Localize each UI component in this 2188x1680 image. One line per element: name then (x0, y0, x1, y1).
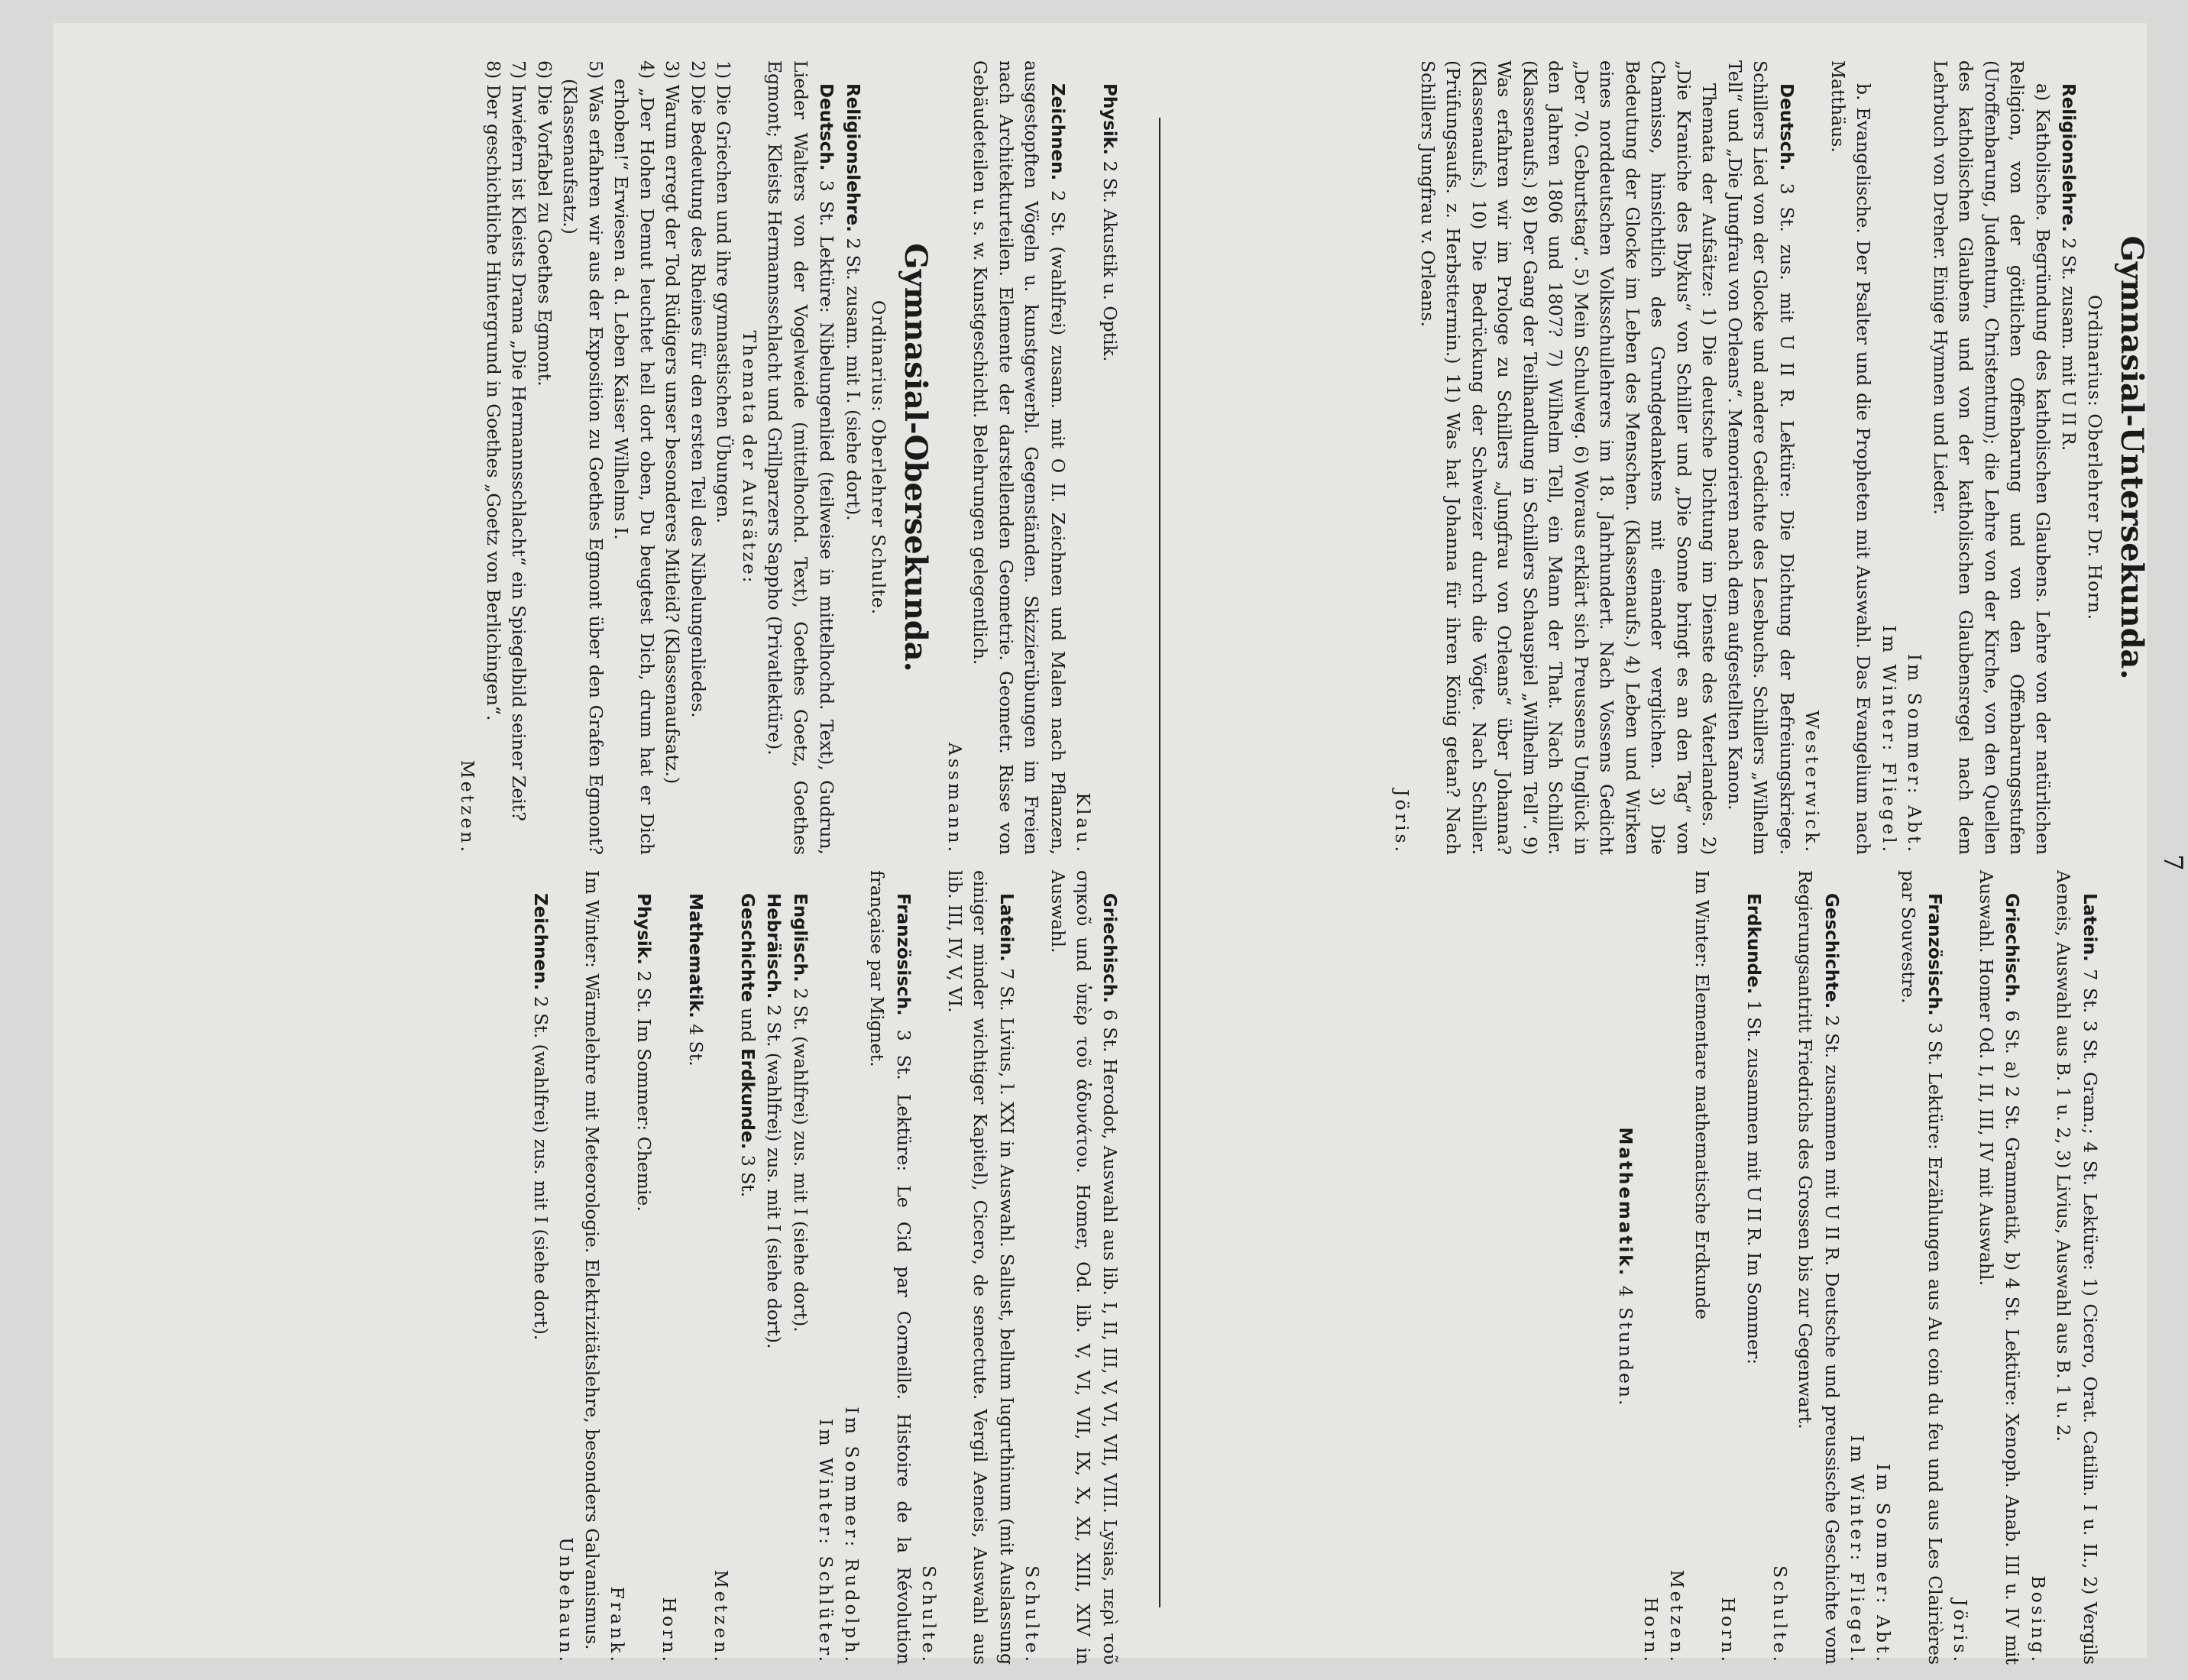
geschichte-subject: Geschichte (737, 893, 757, 1002)
erdkunde-subject: Erdkunde. (737, 1047, 757, 1150)
themata-title: Themata der Aufsätze: (739, 330, 760, 585)
obersekunda-franzoesisch (864, 870, 916, 1665)
geschichte-subject: Geschichte. (1821, 893, 1841, 1009)
erdkunde-subject: Erdkunde. (1743, 893, 1764, 995)
obersekunda-physik (630, 870, 657, 1665)
geschichte-text: 3 St. (737, 1154, 759, 1198)
erdkunde-signature-2: Horn. (1640, 1597, 1662, 1665)
section-divider (1159, 118, 1160, 1607)
kath-winter: Im Winter: Fliegel. (1879, 625, 1900, 855)
obersekunda-geschichte (734, 870, 761, 1665)
griechisch-signature: Jöris. (1950, 1599, 1972, 1665)
franz-winter: Im Winter: Fliegel. (1847, 1435, 1869, 1665)
themata-item: 7) Inwiefern ist Kleists Drama „Die Hermannsschlacht“ ein Spiegelbild seiner Zeit? (508, 60, 530, 821)
religion-text: 2 St. zusam. mit U II R. (2058, 238, 2080, 452)
zeichnen-subject: Zeichnen. (530, 893, 550, 991)
griechisch-signature: Schulte. (1021, 1565, 1044, 1665)
erdkunde-text: 1 St. zusammen mit U II R. Im Sommer: (1743, 999, 1766, 1364)
griechisch-subject: Griechisch. (1099, 893, 1119, 1004)
untersekunda-erdkunde (1740, 870, 1767, 1665)
untersekunda-evangelische: b. Evangelische. Der Psalter und die Propheten mit Auswahl. Das Evangelium nach Matthäus. (1827, 60, 1875, 855)
geschichte-signature: Metzen. (710, 1569, 733, 1665)
themata-item: 8) Der geschichtliche Hintergrund in Goethes „Goetz von Berlichingen“. (483, 60, 504, 721)
franz-sommer: Im Sommer: Rudolph. (841, 1406, 863, 1665)
mathematik-subject: Mathematik. (1615, 1127, 1635, 1278)
untersekunda-mathematik (1612, 870, 1639, 1665)
religion-subject: Religionslehre. (843, 83, 863, 232)
deutsch-text: 3 St. zus. mit U II R. Lektüre: Die Dichtung der Befreiungskriege. Schillers Lied von der Glocke und andere Gedichte des Lesebuchs. Schillers „Wilhelm Tell“ und „Die Jungfrau von Orleans“. Memorieren nach dem aufgestellten Kanon. (1724, 60, 1798, 855)
deutsch-subject: Deutsch. (1776, 83, 1796, 171)
latein-signature: Schulte. (918, 1565, 940, 1665)
obersekunda-ordinarius: Ordinarius: Oberlehrer Schulte. (868, 299, 890, 616)
obersekunda-zeichnen-top (967, 60, 1070, 855)
franz-winter: Im Winter: Schlüter. (815, 1419, 837, 1665)
mathematik-signature: Horn. (659, 1597, 681, 1665)
obersekunda-section (121, 45, 1122, 1680)
obersekunda-heading: Gymnasial-Obersekunda. (898, 243, 934, 672)
hebraeisch-subject: Hebräisch. (763, 893, 784, 999)
obersekunda-mathematik (682, 870, 709, 1665)
geschichte-text: 2 St. zusammen mit U II R. Deutsche und preussische Geschichte vom Regierungsantritt Friedrichs des Grossen bis zur Gegenwart. (1795, 870, 1843, 1665)
themata-item: 2) Die Bedeutung des Rheines für den ersten Teil des Nibelungenliedes. (688, 60, 709, 718)
untersekunda-section (1195, 45, 2157, 1680)
geschichte-und: und (737, 1008, 759, 1043)
englisch-subject: Englisch. (790, 893, 810, 982)
page-number: 7 (2157, 854, 2188, 871)
untersekunda-griechisch (1973, 870, 2025, 1665)
deutsch-signature: Jöris. (1391, 789, 1413, 855)
untersekunda-heading: Gymnasial-Untersekunda. (2114, 235, 2150, 680)
untersekunda-deutsch (1722, 60, 1800, 855)
hebraeisch-text: 2 St. (wahlfrei) zus. mit I (siehe dort). (763, 1004, 785, 1349)
religion-subject: Religionslehre. (2058, 83, 2079, 232)
physik-text: 2 St. Im Sommer: Chemie. (633, 970, 655, 1212)
griechisch-subject: Griechisch. (2002, 893, 2022, 1004)
geschichte-signature: Schulte. (1769, 1565, 1791, 1665)
evang-signature: Westerwick. (1801, 710, 1824, 855)
mathematik-subject: Mathematik. (685, 893, 705, 1018)
religion-text: 2 St. zusam. mit I. (siehe dort). (843, 238, 864, 521)
untersekunda-franzoesisch (1895, 870, 1947, 1665)
kath-sommer: Im Sommer: Abt. (1904, 653, 1926, 855)
themata-item: 5) Was erfahren wir aus der Exposition zu Goethes Egmont über den Grafen Egmont? (Klassenaufsatz.) (559, 60, 607, 855)
erdkunde-sommer-signature: Horn. (1717, 1597, 1739, 1665)
deutsch-signature: Metzen. (457, 759, 479, 855)
untersekunda-religion (2055, 60, 2082, 855)
griechisch-text: 6 St. Herodot, Auswahl aus lib. I, II, III, V, VI, VII, VIII. Lysias, περὶ τοῦ σηκοῦ und ὑπὲρ τοῦ ἀδυνάτου. Homer, Od. lib. V, VI, VII, IX, X, XI, XIII, XIV in Auswahl. (1047, 870, 1121, 1665)
franzoesisch-text: 3 St. Lektüre: Le Cid par Corneille. Histoire de la Révolution française par Mignet. (866, 870, 914, 1665)
obersekunda-griechisch (1045, 870, 1123, 1665)
zeichnen-text: 2 St. (wahlfrei) zusam. mit O II. Zeichnen und Malen nach Pflanzen, ausgestopften Vögeln u. kunstgewerbl. Gegenständen. Skizzierübungen im Freien nach Architekturteilen. Elemente der darstellenden Geometrie. Geometr. Risse von Gebäudeteilen u. s. w. Kunstgeschichtl. Belehrungen gelegentlich. (969, 60, 1069, 855)
griechisch-text: 6 St. a) 2 St. Grammatik, b) 4 St. Lektüre: Xenoph. Anab. III u. IV mit Auswahl. Homer Od. I, II, III, IV mit Auswahl. (1976, 870, 2024, 1665)
untersekunda-katholische: a) Katholische. Begründung des katholischen Glaubens. Lehre von der natürlichen Religion, von der göttlichen Offenbarung und von den Offenbarungsstufen (Uroffenbarung, Judentum, Christentum); die Lehre von der Kirche, von den Quellen des katholischen Glaubens und von der katholischen Glaubensregel nach dem Lehrbuch von Dreher. Einige Hymnen und Lieder. (1930, 60, 2054, 855)
mathematik-text: 4 St. (685, 1024, 707, 1067)
physik-text: 2 St. Akustik u. Optik. (1099, 160, 1121, 362)
obersekunda-right-column (121, 870, 1122, 1665)
paper-sheet (53, 23, 2188, 1665)
untersekunda-left-column (1195, 60, 2157, 855)
physik-signature: Frank. (607, 1586, 629, 1665)
obersekunda-religion (840, 60, 866, 855)
deutsch-text: 3 St. Lektüre: Nibelungenlied (teilweise in mittelhochd. Text), Gudrun, Lieder Walters von der Vogelweide (mittelhochd. Text), Goethes Goetz, Goethes Egmont; Kleists Hermannsschlacht und Grillparzers Sappho (Privatlektüre). (764, 60, 838, 855)
obersekunda-latein (942, 870, 1020, 1665)
latein-text: 7 St. Livius, l. XXI in Auswahl. Sallust, bellum Iugurthinum (mit Auslassung einiger minder wichtiger Kapitel), Cicero, de senectute. Vergil Aeneis, Auswahl aus lib. III, IV, V, VI. (944, 870, 1018, 1665)
deutsch-subject: Deutsch. (816, 83, 837, 171)
zeichnen-signature: Assmann. (944, 742, 966, 855)
physik-subject: Physik. (633, 893, 653, 965)
latein-subject: Latein. (2080, 893, 2099, 962)
physik-winter: Im Winter: Wärmelehre mit Meteorologie. Elektrizitätslehre, besonders Galvanismus. (581, 870, 603, 1650)
rotated-page (95, 45, 2188, 1680)
franz-sommer: Im Sommer: Abt. (1872, 1463, 1894, 1665)
zeichnen-text: 2 St. (wahlfrei) zus. mit I (siehe dort). (530, 995, 552, 1341)
latein-text: 7 St. 3 St. Gram.; 4 St. Lektüre: 1) Cicero, Orat. Catilin. I u. II., 2) Vergils Aeneis, Auswahl aus B. 1 u. 2, 3) Livius, Auswahl aus B. 1 u. 2. (2053, 870, 2101, 1665)
franzoesisch-subject: Französisch. (1924, 893, 1944, 1016)
franzoesisch-text: 3 St. Lektüre: Erzählungen aus Au coin du feu und aus Les Clairières par Souvestre. (1898, 870, 1946, 1665)
physik-winter-signature: Unbehaun. (555, 1537, 578, 1665)
obersekunda-left-column (121, 60, 1122, 855)
erdkunde-signature: Metzen. (1666, 1569, 1688, 1665)
untersekunda-themata: Themata der Aufsätze: 1) Die deutsche Dichtung im Dienste des Vaterlandes. 2) „Die Kraniche des Ibykus“ von Schiller und „Die Sonne bringt es an den Tag“ von Chamisso, hinsichtlich des Grundgedankens mit einander verglichen. 3) Die Bedeutung der Glocke im Leben des Menschen. (Klassenaufs.) 4) Leben und Wirken eines norddeutschen Volksschullehrers im 18. Jahrhundert. Nach Vossens Gedicht „Der 70. Geburtstag“. 5) Mein Schulweg. 6) Woraus erklärt sich Preussens Unglück in den Jahren 1806 und 1807? 7) Wilhelm Tell, ein Mann der That. Nach Schiller. (Klassenaufs.) 8) Der Gang der Teilhandlung in Schillers Schauspiel „Wilhelm Tell“. 9) Was erfahren wir im Prologe zu Schillers „Jungfrau von Orleans“ über Johanna? (Klassenaufs.) 10) Die Bedrückung der Schweizer durch die Vögte. Nach Schiller. (Prüfungsaufs. z. Herbsttermin.) 11) Was hat Johanna für ihren König getan? Nach Schillers Jungfrau v. Orleans. (1417, 60, 1720, 855)
untersekunda-latein (2050, 870, 2102, 1665)
untersekunda-geschichte (1792, 870, 1844, 1665)
zeichnen-subject: Zeichnen. (1047, 83, 1067, 181)
obersekunda-physik-top (1096, 60, 1123, 855)
themata-item: 1) Die Griechen und ihre gymnastischen Übungen. (713, 60, 735, 523)
obersekunda-zeichnen (527, 870, 554, 1665)
mathematik-text: 4 Stunden. (1615, 1285, 1636, 1408)
themata-item: 6) Die Vorfabel zu Goethes Egmont. (534, 60, 555, 387)
obersekunda-deutsch (762, 60, 840, 855)
untersekunda-right-column (1195, 870, 2157, 1665)
englisch-text: 2 St. (wahlfrei) zus. mit I (siehe dort). (790, 988, 811, 1332)
obersekunda-englisch (787, 870, 814, 1665)
latein-subject: Latein. (996, 893, 1016, 962)
physik-signature: Klau. (1073, 792, 1095, 855)
franzoesisch-subject: Französisch. (893, 893, 913, 1016)
erdkunde-winter: Im Winter: Elementare mathematische Erdkunde (1691, 870, 1714, 1320)
untersekunda-ordinarius: Ordinarius: Oberlehrer Dr. Horn. (2084, 294, 2105, 621)
themata-item: 3) Warum erregt der Tod Rüdigers unser besonderes Mitleid? (Klassenaufsatz.) (662, 60, 684, 785)
themata-item: 4) „Der Hohen Demut leuchtet hell dort oben, Du beugtest Dich, drum hat er Dich erhoben!“ Erwiesen a. d. Leben Kaiser Wilhelms I. (610, 60, 658, 855)
latein-signature: Bosing. (2028, 1575, 2049, 1665)
obersekunda-hebraeisch (760, 870, 787, 1665)
physik-subject: Physik. (1099, 83, 1119, 155)
